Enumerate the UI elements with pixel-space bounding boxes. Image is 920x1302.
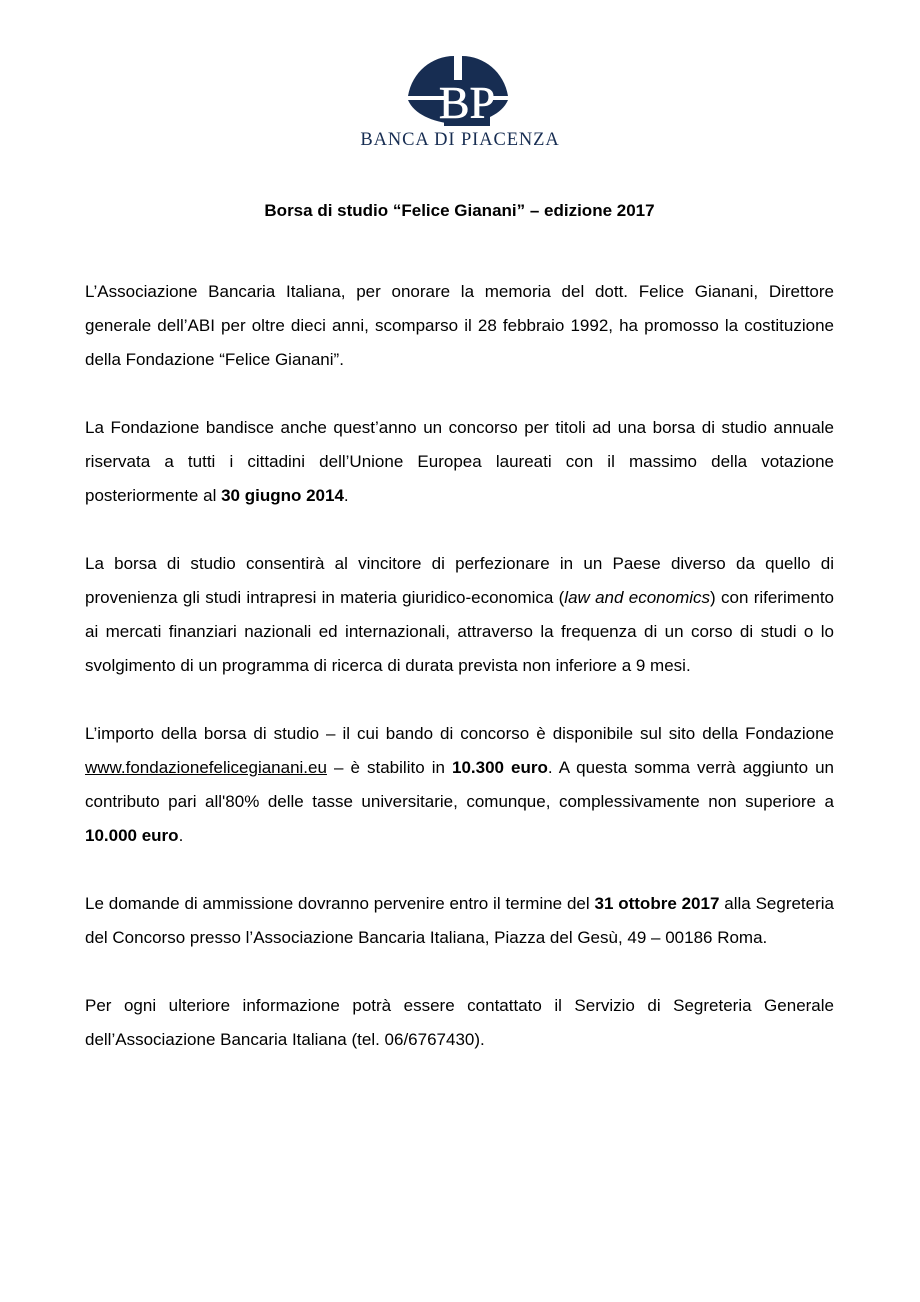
paragraph-importo <box>85 717 834 853</box>
text-run: . A questa somma verrà aggiunto un contributo pari all'80% delle tasse universitarie, comunque, complessivamente non superiore a <box>85 758 834 811</box>
text-run: La borsa di studio consentirà al vincitore di perfezionare in un Paese diverso da quello di provenienza gli studi intrapresi in materia giuridico-economica ( <box>85 554 834 607</box>
emphasis-bold: 10.300 euro <box>451 758 548 777</box>
paragraph-oggetto <box>85 547 834 683</box>
text-run: L’Associazione Bancaria Italiana, per onorare la memoria del dott. Felice Gianani, Direttore generale dell’ABI per oltre dieci anni, scomparso il 28 febbraio 1992, ha promosso la costituzione della Fondazione “Felice Gianani”. <box>85 282 834 369</box>
document-body <box>85 275 834 1057</box>
letterhead <box>0 0 920 151</box>
emphasis-italic: law and economics <box>564 588 711 607</box>
text-run: Per ogni ulteriore informazione potrà essere contattato il Servizio di Segreteria Generale dell’Associazione Bancaria Italiana (tel. 06/6767430). <box>85 996 834 1049</box>
paragraph-contatti <box>85 989 834 1057</box>
svg-text:BP: BP <box>438 77 496 126</box>
logo-wordmark: BANCA DI PIACENZA <box>360 130 560 150</box>
text-run: alla Segreteria del Concorso presso l’Associazione Bancaria Italiana, Piazza del Gesù, 49 – 00186 Roma. <box>85 894 834 947</box>
banca-di-piacenza-logo-icon <box>392 42 528 126</box>
page-title: Borsa di studio “Felice Gianani” – edizione 2017 <box>264 201 655 220</box>
fondazione-website-link[interactable]: www.fondazionefelicegianani.eu <box>85 758 327 777</box>
paragraph-domande <box>85 887 834 955</box>
text-run: L’importo della borsa di studio – il cui bando di concorso è disponibile sul sito della Fondazione <box>85 724 834 743</box>
paragraph-concorso <box>85 411 834 513</box>
text-run: ) con riferimento ai mercati finanziari nazionali ed internazionali, attraverso la frequenza di un corso di studi o lo svolgimento di un programma di ricerca di durata prevista non inferiore a 9 mesi. <box>85 588 834 675</box>
paragraph-fondazione <box>85 275 834 377</box>
text-run: La Fondazione bandisce anche quest’anno un concorso per titoli ad una borsa di studio annuale riservata a tutti i cittadini dell’Unione Europea laureati con il massimo della votazione posteriormente al <box>85 418 834 505</box>
emphasis-bold: 10.000 euro <box>85 826 179 845</box>
text-run: – è stabilito in <box>326 758 452 777</box>
text-run: . <box>343 486 349 505</box>
emphasis-bold: 31 ottobre 2017 <box>594 894 720 913</box>
emphasis-bold: 30 giugno 2014 <box>221 486 344 505</box>
text-run: Le domande di ammissione dovranno pervenire entro il termine del <box>85 894 595 913</box>
text-run: . <box>178 826 184 845</box>
